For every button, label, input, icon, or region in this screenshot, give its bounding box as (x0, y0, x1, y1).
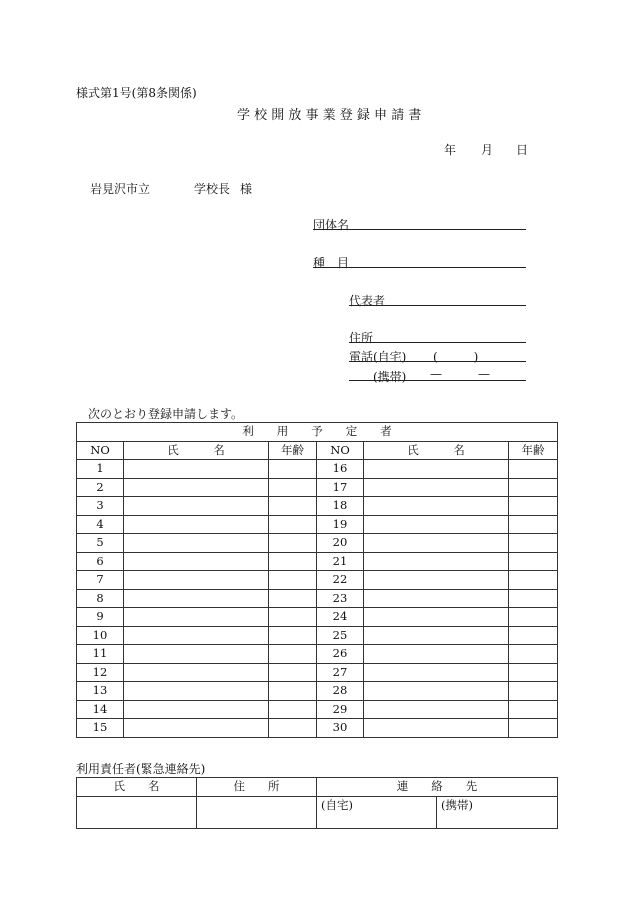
age-cell[interactable] (269, 571, 317, 590)
name-cell[interactable] (124, 552, 269, 571)
age-cell[interactable] (509, 682, 558, 701)
phone-mobile-field[interactable] (349, 380, 526, 381)
table-row (77, 682, 558, 701)
no-cell: 4 (77, 515, 124, 534)
age-cell[interactable] (269, 589, 317, 608)
event-field[interactable] (313, 267, 526, 268)
table-row (77, 497, 558, 516)
name-cell[interactable] (364, 626, 509, 645)
no-cell: 22 (317, 571, 364, 590)
date-month: 月 (481, 143, 494, 157)
age-cell[interactable] (509, 478, 558, 497)
age-cell[interactable] (269, 497, 317, 516)
representative-label: 代表者 (349, 294, 386, 308)
phone-home-field[interactable] (349, 361, 526, 362)
no-cell: 6 (77, 552, 124, 571)
name-cell[interactable] (124, 589, 269, 608)
representative-field[interactable] (349, 305, 526, 306)
no-cell: 14 (77, 700, 124, 719)
table-row (77, 663, 558, 682)
table-row (77, 460, 558, 479)
name-cell[interactable] (364, 608, 509, 627)
contact-col-contact: 連 絡 先 (317, 778, 558, 797)
age-cell[interactable] (269, 608, 317, 627)
name-cell[interactable] (124, 515, 269, 534)
table-row (77, 719, 558, 738)
name-cell[interactable] (124, 663, 269, 682)
table-row (77, 534, 558, 553)
contact-name-cell[interactable] (77, 796, 197, 828)
address-field[interactable] (349, 342, 526, 343)
date-day: 日 (516, 143, 529, 157)
name-cell[interactable] (364, 719, 509, 738)
no-cell: 15 (77, 719, 124, 738)
table-row (77, 571, 558, 590)
addressee-principal: 学校長 (194, 182, 231, 196)
age-cell[interactable] (509, 534, 558, 553)
name-cell[interactable] (364, 515, 509, 534)
no-cell: 17 (317, 478, 364, 497)
age-cell[interactable] (509, 515, 558, 534)
contact-section-label: 利用責任者(緊急連絡先) (76, 762, 206, 776)
table-row (77, 700, 558, 719)
name-cell[interactable] (364, 571, 509, 590)
contact-mobile-label: (携帯) (441, 797, 473, 812)
col-no-right: NO (317, 441, 364, 460)
age-cell[interactable] (509, 645, 558, 664)
name-cell[interactable] (364, 497, 509, 516)
no-cell: 8 (77, 589, 124, 608)
no-cell: 27 (317, 663, 364, 682)
phone-home-label: 電話(自宅) (349, 350, 407, 364)
contact-address-cell[interactable] (197, 796, 317, 828)
age-cell[interactable] (509, 497, 558, 516)
contact-home-cell[interactable] (317, 796, 437, 828)
table-row (77, 589, 558, 608)
age-cell[interactable] (509, 608, 558, 627)
no-cell: 28 (317, 682, 364, 701)
event-label: 種 目 (313, 256, 350, 270)
name-cell[interactable] (124, 478, 269, 497)
addressee-honorific: 様 (240, 182, 253, 196)
table-row (77, 478, 558, 497)
no-cell: 19 (317, 515, 364, 534)
col-age-left: 年齢 (269, 441, 317, 460)
name-cell[interactable] (124, 626, 269, 645)
no-cell: 16 (317, 460, 364, 479)
phone-dash-1: — (430, 367, 442, 381)
intro-text: 次のとおり登録申請します。 (88, 407, 244, 421)
age-cell[interactable] (509, 571, 558, 590)
col-name-left: 氏 名 (124, 441, 269, 460)
name-cell[interactable] (364, 589, 509, 608)
no-cell: 12 (77, 663, 124, 682)
table-row (77, 552, 558, 571)
age-cell[interactable] (269, 700, 317, 719)
users-table-heading: 利 用 予 定 者 (77, 423, 558, 442)
name-cell[interactable] (124, 534, 269, 553)
users-table (76, 422, 558, 738)
contact-home-label: (自宅) (321, 797, 353, 812)
col-no-left: NO (77, 441, 124, 460)
table-row (77, 626, 558, 645)
table-row (77, 515, 558, 534)
no-cell: 23 (317, 589, 364, 608)
address-label: 住所 (349, 331, 374, 345)
col-name-right: 氏 名 (364, 441, 509, 460)
contact-table (76, 777, 558, 829)
phone-dash-2: — (478, 367, 490, 381)
no-cell: 21 (317, 552, 364, 571)
age-cell[interactable] (269, 719, 317, 738)
contact-mobile-cell[interactable] (437, 796, 558, 828)
name-cell[interactable] (124, 645, 269, 664)
no-cell: 13 (77, 682, 124, 701)
contact-col-address: 住 所 (197, 778, 317, 797)
name-cell[interactable] (364, 460, 509, 479)
name-cell[interactable] (124, 571, 269, 590)
name-cell[interactable] (124, 682, 269, 701)
no-cell: 20 (317, 534, 364, 553)
no-cell: 26 (317, 645, 364, 664)
no-cell: 30 (317, 719, 364, 738)
name-cell[interactable] (364, 645, 509, 664)
age-cell[interactable] (509, 663, 558, 682)
name-cell[interactable] (124, 719, 269, 738)
age-cell[interactable] (269, 515, 317, 534)
table-row (77, 608, 558, 627)
no-cell: 18 (317, 497, 364, 516)
document-title: 学 校 開 放 事 業 登 録 申 請 書 (237, 108, 422, 123)
age-cell[interactable] (269, 645, 317, 664)
no-cell: 10 (77, 626, 124, 645)
name-cell[interactable] (364, 700, 509, 719)
age-cell[interactable] (509, 700, 558, 719)
org-name-field[interactable] (313, 229, 526, 230)
no-cell: 1 (77, 460, 124, 479)
addressee-city: 岩見沢市立 (90, 182, 151, 196)
age-cell[interactable] (269, 478, 317, 497)
col-age-right: 年齢 (509, 441, 558, 460)
age-cell[interactable] (509, 719, 558, 738)
name-cell[interactable] (364, 534, 509, 553)
no-cell: 24 (317, 608, 364, 627)
name-cell[interactable] (124, 700, 269, 719)
name-cell[interactable] (124, 460, 269, 479)
age-cell[interactable] (509, 552, 558, 571)
phone-mobile-label: (携帯) (373, 370, 407, 384)
contact-col-name: 氏 名 (77, 778, 197, 797)
age-cell[interactable] (509, 460, 558, 479)
age-cell[interactable] (509, 626, 558, 645)
no-cell: 25 (317, 626, 364, 645)
phone-area-paren: ( ) (433, 350, 479, 364)
name-cell[interactable] (124, 608, 269, 627)
no-cell: 3 (77, 497, 124, 516)
age-cell[interactable] (509, 589, 558, 608)
no-cell: 29 (317, 700, 364, 719)
name-cell[interactable] (124, 497, 269, 516)
age-cell[interactable] (269, 552, 317, 571)
age-cell[interactable] (269, 460, 317, 479)
table-row (77, 645, 558, 664)
age-cell[interactable] (269, 682, 317, 701)
no-cell: 2 (77, 478, 124, 497)
name-cell[interactable] (364, 552, 509, 571)
no-cell: 9 (77, 608, 124, 627)
no-cell: 5 (77, 534, 124, 553)
org-name-label: 団体名 (313, 218, 350, 232)
date-year: 年 (444, 143, 457, 157)
no-cell: 7 (77, 571, 124, 590)
age-cell[interactable] (269, 534, 317, 553)
no-cell: 11 (77, 645, 124, 664)
age-cell[interactable] (269, 626, 317, 645)
age-cell[interactable] (269, 663, 317, 682)
name-cell[interactable] (364, 478, 509, 497)
name-cell[interactable] (364, 682, 509, 701)
form-number: 様式第1号(第8条関係) (76, 86, 197, 100)
name-cell[interactable] (364, 663, 509, 682)
